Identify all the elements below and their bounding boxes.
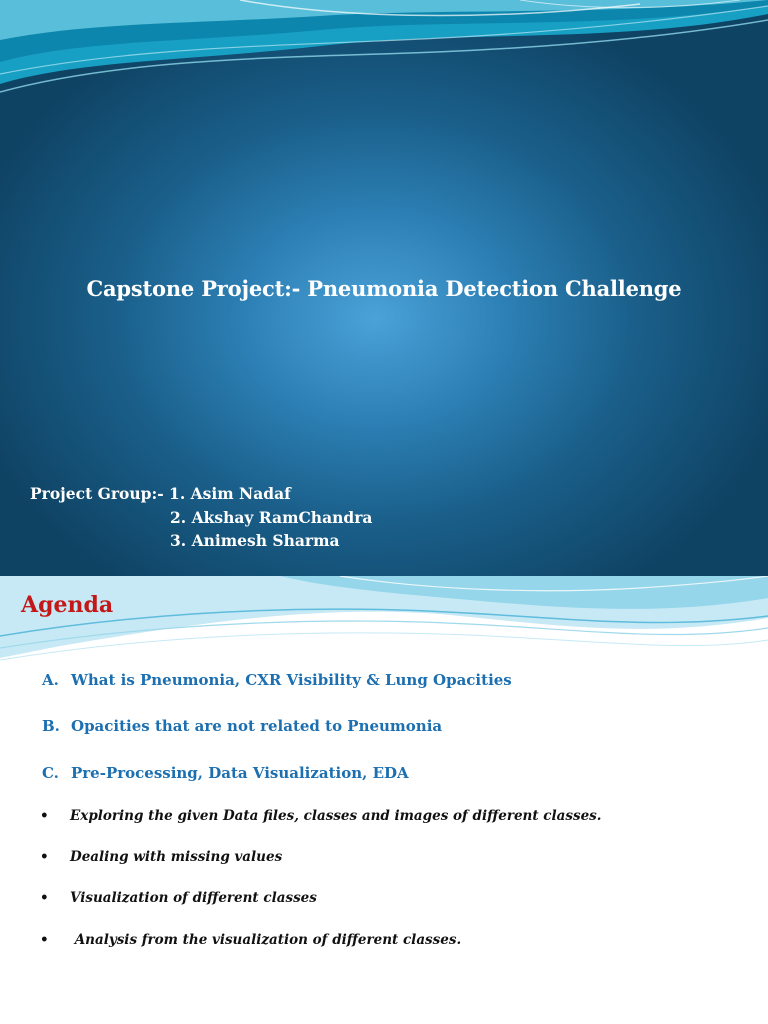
bullet-text: Exploring the given Data files, classes and images of different classes. [70, 808, 602, 824]
agenda-slide [0, 576, 768, 1024]
bullet-symbol: • [40, 849, 49, 865]
agenda-title: Agenda [21, 592, 114, 618]
member-2: 2. Akshay RamChandra [170, 507, 373, 527]
bullet-item [40, 808, 601, 824]
agenda-item-a [42, 671, 512, 689]
bullet-text: Analysis from the visualization of different classes. [70, 932, 462, 948]
agenda-item-b [42, 717, 442, 735]
project-group-row-1 [30, 482, 372, 506]
bullet-item [40, 849, 282, 865]
bullet-symbol: • [40, 808, 49, 824]
project-group-row-3 [30, 529, 372, 553]
agenda-item-text: Pre-Processing, Data Visualization, EDA [71, 764, 409, 782]
agenda-item-text: What is Pneumonia, CXR Visibility & Lung Opacities [71, 671, 512, 689]
bullet-item [40, 890, 317, 906]
bullet-item [40, 932, 461, 948]
agenda-item-text: Opacities that are not related to Pneumonia [71, 717, 443, 735]
bullet-symbol: • [40, 890, 49, 906]
header-wave-decoration [0, 0, 768, 120]
agenda-item-c [42, 764, 409, 782]
bullet-text: Dealing with missing values [70, 849, 283, 865]
project-group-block [30, 482, 372, 553]
member-1: 1. Asim Nadaf [169, 484, 291, 503]
bullet-symbol: • [40, 932, 49, 948]
project-group-row-2 [30, 506, 372, 530]
project-group-label: Project Group:- [30, 484, 164, 503]
slide-title: Capstone Project:- Pneumonia Detection Challenge [86, 276, 682, 301]
agenda-item-letter: A. [42, 671, 59, 689]
agenda-wave-decoration [0, 576, 768, 671]
bullet-text: Visualization of different classes [70, 890, 317, 906]
agenda-item-letter: C. [42, 764, 59, 782]
member-3: 3. Animesh Sharma [170, 531, 340, 550]
agenda-item-letter: B. [42, 717, 60, 735]
